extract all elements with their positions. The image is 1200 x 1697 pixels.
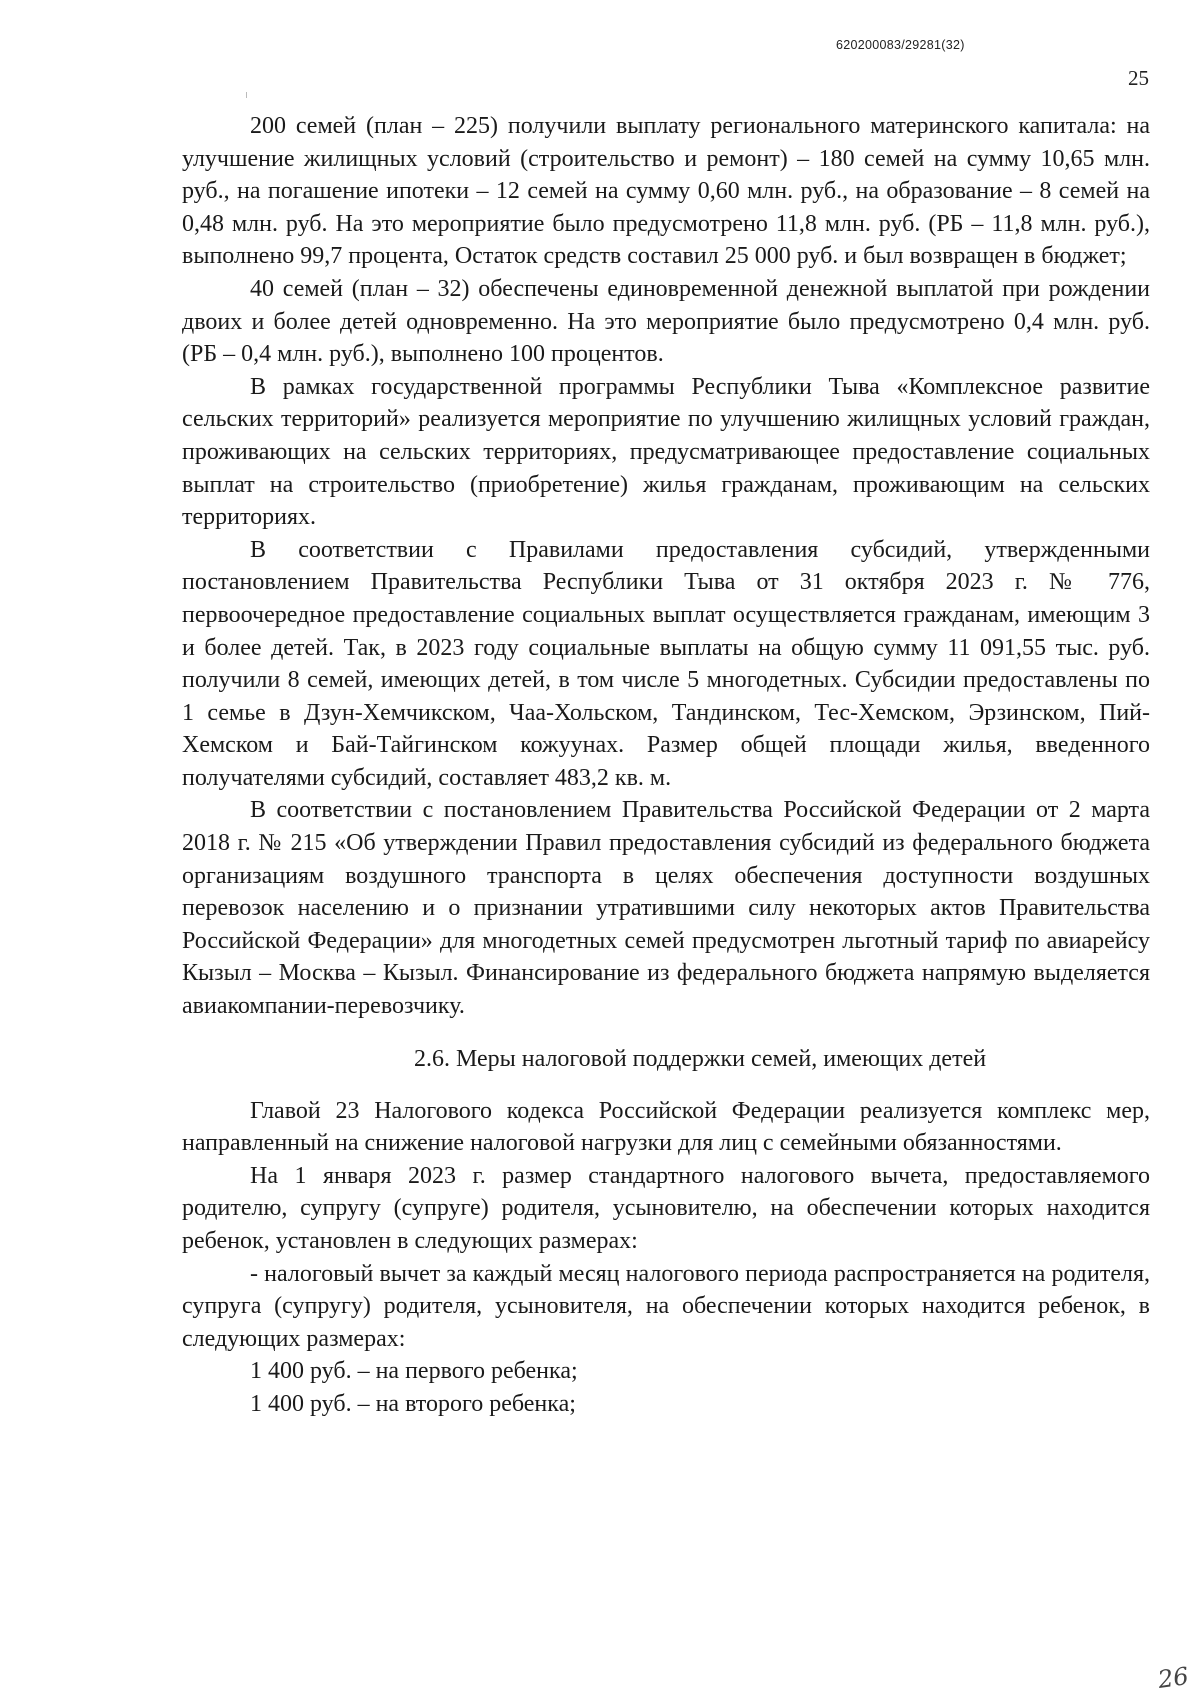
paragraph-tax-deduction: На 1 января 2023 г. размер стандартного налогового вычета, предоставляемого родителю, супругу (супруге) родителя, усыновителю, на обеспечении которых находится ребенок, установлен в следующих размерах: [182,1162,1150,1254]
paragraph-twins-payment: 40 семей (план – 32) обеспечены единовременной денежной выплатой при рождении двоих и более детей одновременно. На это мероприятие было предусмотрено 0,4 млн. руб. (РБ – 0,4 млн. руб.), выполнено 100 процентов. [182,275,1150,368]
section-heading: 2.6. Меры налоговой поддержки семей, имеющих детей [413,1045,987,1072]
document-registration-number: 620200083/29281(32) [836,38,965,52]
paragraph-subsidy-rules: В соответствии с Правилами предоставления субсидий, утвержденными постановлением Правительства Республики Тыва от 31 октября 2023 г. № 776, первоочередное предоставление социальных выплат осуществляется гражданам, имеющим 3 и более детей. Так, в 2023 году социальные выплаты на общую сумму 11 091,55 тыс. руб. получили 8 семей, имеющих детей, в том числе 5 многодетных. Субсидии предоставлены по 1 семье в Дзун-Хемчикском, Чаа-Хольском, Тандинском, Тес-Хемском, Эрзинском, Пий-Хемском и Бай-Тайгинском кожуунах. Размер общей площади жилья, введенного получателями субсидий, составляет 483,2 кв. м. [182,536,1150,791]
paragraph-maternity-capital: 200 семей (план – 225) получили выплату регионального материнского капитала: на улучшение жилищных условий (строительство и ремонт) – 180 семей на сумму 10,65 млн. руб., на погашение ипотеки – 12 семей на сумму 0,60 млн. руб., на образование – 8 семей на 0,48 млн. руб. На это мероприятие было предусмотрено 11,8 млн. руб. (РБ – 11,8 млн. руб.), выполнено 99,7 процента, Остаток средств составил 25 000 руб. и был возвращен в бюджет; [182,113,1150,270]
document-body [182,110,1150,1421]
list-item-first-child: 1 400 руб. – на первого ребенка; [250,1358,578,1385]
paragraph-air-tariff: В соответствии с постановлением Правительства Российской Федерации от 2 марта 2018 г. № 215 «Об утверждении Правил предоставления субсидий из федерального бюджета организациям воздушного транспорта в целях обеспечения доступности воздушных перевозок населению и о признании утратившими силу некоторых актов Правительства Российской Федерации» для многодетных семей предусмотрен льготный тариф по авиарейсу Кызыл – Москва – Кызыл. Финансирование из федерального бюджета напрямую выделяется авиакомпании-перевозчику. [182,797,1150,1020]
list-item-second-child: 1 400 руб. – на второго ребенка; [250,1390,576,1417]
page-number: 25 [1128,66,1149,90]
paragraph-deduction-monthly: - налоговый вычет за каждый месяц налогового периода распространяется на родителя, супруга (супругу) родителя, усыновителя, на обеспечении которых находится ребенок, в следующих размерах: [182,1260,1150,1352]
paragraph-rural-program: В рамках государственной программы Республики Тыва «Комплексное развитие сельских территорий» реализуется мероприятие по улучшению жилищных условий граждан, проживающих на сельских территориях, предусматривающее предоставление социальных выплат на строительство (приобретение) жилья гражданам, проживающим на сельских территориях. [182,373,1150,531]
scan-artifact [246,92,247,98]
paragraph-tax-code: Главой 23 Налогового кодекса Российской Федерации реализуется комплекс мер, направленный на снижение налоговой нагрузки для лиц с семейными обязанностями. [182,1097,1150,1157]
handwritten-page-mark: 26 [1156,1662,1191,1694]
